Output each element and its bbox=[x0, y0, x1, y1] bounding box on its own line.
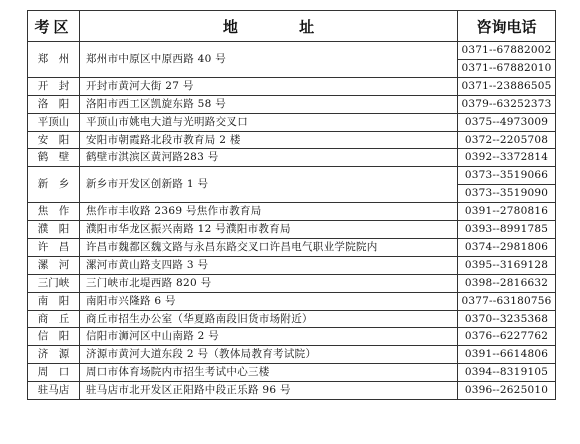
phone-cell bbox=[458, 77, 556, 95]
phone-number: 0372--2205708 bbox=[464, 133, 549, 146]
table-row bbox=[28, 238, 556, 256]
district-cell: 三门峡 bbox=[28, 274, 80, 292]
phone-number: 0371--67882002 bbox=[461, 44, 552, 56]
table-row bbox=[28, 346, 556, 364]
phone-cell bbox=[458, 167, 556, 203]
district-cell: 漯 河 bbox=[28, 256, 80, 274]
phone-number: 0392--3372814 bbox=[464, 151, 549, 164]
header-phone: 咨询电话 bbox=[458, 11, 556, 42]
table-row bbox=[28, 328, 556, 346]
phone-number: 0377--63180756 bbox=[461, 294, 552, 307]
phone-cell bbox=[458, 274, 556, 292]
phone-number: 0391--2780816 bbox=[464, 205, 549, 218]
address-cell: 平顶山市姚电大道与光明路交叉口 bbox=[80, 113, 458, 131]
address-cell: 商丘市招生办公室（华夏路南段旧货市场附近） bbox=[80, 310, 458, 328]
district-cell: 平顶山 bbox=[28, 113, 80, 131]
phone-number: 0398--2816632 bbox=[464, 276, 549, 289]
table-row bbox=[28, 167, 556, 203]
district-cell: 周 口 bbox=[28, 364, 80, 382]
phone-number: 0371--67882010 bbox=[458, 59, 555, 77]
phone-number: 0374--2981806 bbox=[464, 240, 549, 253]
district-cell: 信 阳 bbox=[28, 328, 80, 346]
address-cell: 新乡市开发区创新路 1 号 bbox=[80, 167, 458, 203]
district-cell: 许 昌 bbox=[28, 238, 80, 256]
phone-number: 0373--3519066 bbox=[464, 169, 549, 182]
exam-office-contact-table bbox=[27, 10, 556, 400]
phone-number: 0394--8319105 bbox=[464, 366, 549, 379]
table-header-row bbox=[28, 11, 556, 42]
district-cell: 郑 州 bbox=[28, 42, 80, 78]
phone-cell bbox=[458, 113, 556, 131]
table-row bbox=[28, 292, 556, 310]
address-cell: 焦作市丰收路 2369 号焦作市教育局 bbox=[80, 203, 458, 221]
address-cell: 周口市体育场院内市招生考试中心三楼 bbox=[80, 364, 458, 382]
table-row bbox=[28, 203, 556, 221]
table-row bbox=[28, 310, 556, 328]
phone-cell bbox=[458, 42, 556, 78]
phone-cell bbox=[458, 310, 556, 328]
phone-number: 0376--6227762 bbox=[464, 330, 549, 343]
phone-cell bbox=[458, 292, 556, 310]
phone-cell bbox=[458, 346, 556, 364]
address-cell: 漯河市黄山路支四路 3 号 bbox=[80, 256, 458, 274]
address-cell: 开封市黄河大街 27 号 bbox=[80, 77, 458, 95]
address-cell: 信阳市浉河区中山南路 2 号 bbox=[80, 328, 458, 346]
phone-number: 0395--3169128 bbox=[464, 258, 549, 271]
table-row bbox=[28, 131, 556, 149]
district-cell: 安 阳 bbox=[28, 131, 80, 149]
address-cell: 鹤壁市淇滨区黄河路283 号 bbox=[80, 149, 458, 167]
table-row bbox=[28, 149, 556, 167]
district-cell: 济 源 bbox=[28, 346, 80, 364]
phone-number: 0396--2625010 bbox=[464, 384, 549, 397]
district-cell: 洛 阳 bbox=[28, 95, 80, 113]
table-row bbox=[28, 42, 556, 78]
table-row bbox=[28, 382, 556, 400]
address-cell: 济源市黄河大道东段 2 号（教体局教育考试院） bbox=[80, 346, 458, 364]
header-district: 考区 bbox=[28, 11, 80, 42]
phone-number: 0371--23886505 bbox=[461, 79, 552, 92]
phone-number: 0379--63252373 bbox=[461, 97, 552, 110]
phone-number: 0391--6614806 bbox=[464, 348, 549, 361]
table-body bbox=[28, 42, 556, 400]
phone-cell bbox=[458, 382, 556, 400]
district-cell: 驻马店 bbox=[28, 382, 80, 400]
phone-cell bbox=[458, 203, 556, 221]
header-address: 地 址 bbox=[80, 11, 458, 42]
district-cell: 商 丘 bbox=[28, 310, 80, 328]
table-row bbox=[28, 256, 556, 274]
address-cell: 南阳市兴隆路 6 号 bbox=[80, 292, 458, 310]
phone-cell bbox=[458, 221, 556, 239]
table-row bbox=[28, 221, 556, 239]
contact-table-container bbox=[27, 10, 555, 400]
table-row bbox=[28, 274, 556, 292]
district-cell: 焦 作 bbox=[28, 203, 80, 221]
phone-cell bbox=[458, 95, 556, 113]
phone-cell bbox=[458, 256, 556, 274]
phone-number: 0393--8991785 bbox=[464, 223, 549, 235]
district-cell: 新 乡 bbox=[28, 167, 80, 203]
table-row bbox=[28, 95, 556, 113]
phone-number: 0375--4973009 bbox=[464, 115, 549, 128]
phone-number: 0373--3519090 bbox=[458, 184, 555, 202]
phone-cell bbox=[458, 149, 556, 167]
address-cell: 安阳市朝霞路北段市教育局 2 楼 bbox=[80, 131, 458, 149]
address-cell: 驻马店市北开发区正阳路中段正乐路 96 号 bbox=[80, 382, 458, 400]
address-cell: 洛阳市西工区凯旋东路 58 号 bbox=[80, 95, 458, 113]
table-row bbox=[28, 77, 556, 95]
phone-cell bbox=[458, 364, 556, 382]
address-cell: 濮阳市华龙区振兴南路 12 号濮阳市教育局 bbox=[80, 221, 458, 239]
phone-number: 0370--3235368 bbox=[464, 312, 549, 325]
district-cell: 濮 阳 bbox=[28, 221, 80, 239]
table-row bbox=[28, 364, 556, 382]
phone-cell bbox=[458, 238, 556, 256]
district-cell: 开 封 bbox=[28, 77, 80, 95]
district-cell: 鹤 壁 bbox=[28, 149, 80, 167]
phone-cell bbox=[458, 131, 556, 149]
district-cell: 南 阳 bbox=[28, 292, 80, 310]
table-row bbox=[28, 113, 556, 131]
phone-cell bbox=[458, 328, 556, 346]
address-cell: 许昌市魏都区魏文路与永昌东路交叉口许昌电气职业学院院内 bbox=[80, 238, 458, 256]
address-cell: 郑州市中原区中原西路 40 号 bbox=[80, 42, 458, 78]
address-cell: 三门峡市北堤西路 820 号 bbox=[80, 274, 458, 292]
